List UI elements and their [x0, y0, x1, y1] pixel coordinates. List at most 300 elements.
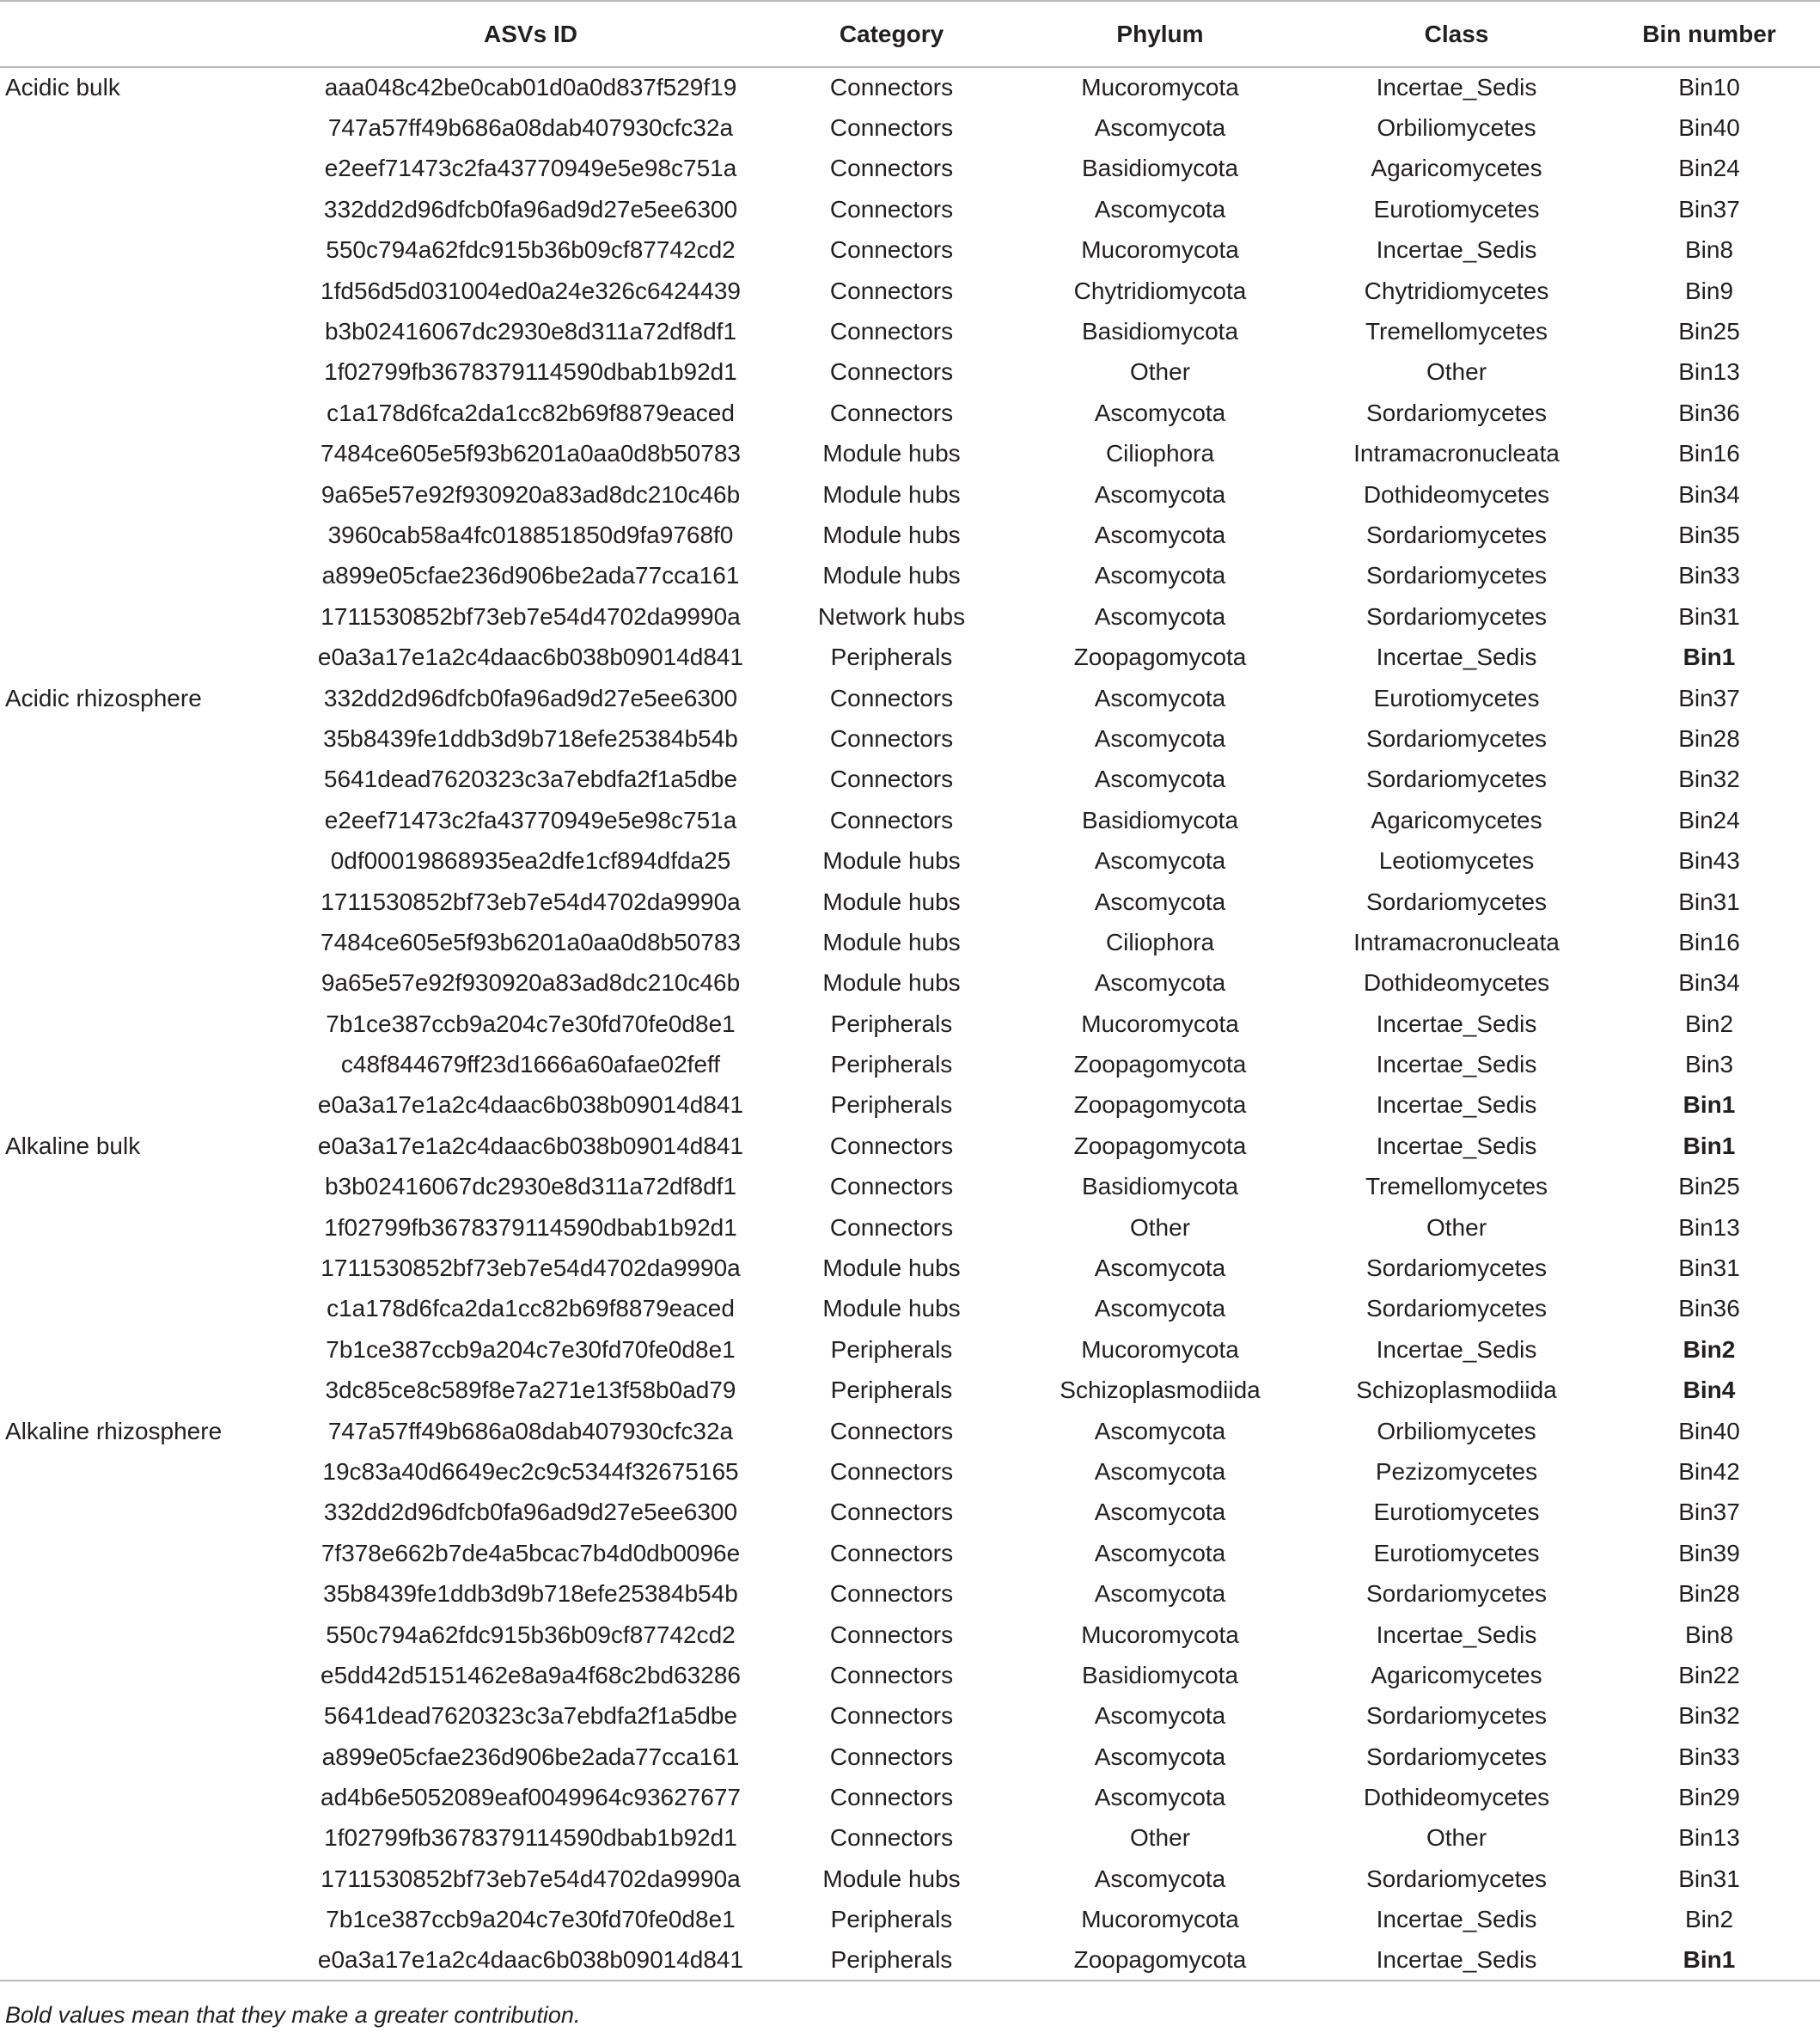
table-row — [0, 1044, 1820, 1084]
cell-bin-number: Bin13 — [1678, 358, 1740, 386]
cell-phylum: Chytridiomycota — [1073, 277, 1247, 304]
cell-category: Module hubs — [822, 480, 961, 508]
table-row — [0, 1818, 1820, 1859]
cell-bin-number: Bin39 — [1678, 1539, 1740, 1566]
cell-category: Network hubs — [817, 602, 966, 630]
cell-category: Connectors — [829, 1621, 954, 1648]
cell-group — [0, 1737, 284, 1777]
cell-phylum: Mucoromycota — [1081, 1010, 1239, 1037]
cell-asv-id: 5641dead7620323c3a7ebdfa2f1a5dbe — [323, 766, 738, 793]
table-row — [0, 882, 1820, 922]
cell-category: Connectors — [829, 236, 954, 264]
cell-category: Peripherals — [830, 1091, 953, 1119]
cell-asv-id: 35b8439fe1ddb3d9b718efe25384b54b — [323, 1580, 738, 1608]
cell-asv-id: 9a65e57e92f930920a83ad8dc210c46b — [321, 969, 741, 997]
table-row — [0, 149, 1820, 189]
cell-class: Incertae_Sedis — [1376, 1132, 1537, 1159]
cell-bin-number: Bin16 — [1678, 440, 1740, 467]
cell-group — [0, 149, 284, 189]
cell-group — [0, 107, 284, 148]
cell-class: Sordariomycetes — [1365, 1580, 1548, 1608]
cell-class: Sordariomycetes — [1365, 562, 1548, 589]
cell-category: Connectors — [829, 318, 954, 345]
cell-phylum: Zoopagomycota — [1073, 1051, 1247, 1078]
cell-class: Other — [1426, 1824, 1487, 1852]
cell-phylum: Ascomycota — [1094, 1499, 1226, 1526]
cell-bin-number: Bin37 — [1678, 195, 1740, 223]
table-row — [0, 556, 1820, 596]
table-row — [0, 1859, 1820, 1899]
table-row — [0, 840, 1820, 881]
cell-class: Eurotiomycetes — [1373, 1539, 1540, 1566]
cell-class: Sordariomycetes — [1365, 724, 1548, 752]
cell-asv-id: 1fd56d5d031004ed0a24e326c6424439 — [321, 277, 741, 304]
cell-phylum: Ascomycota — [1094, 1743, 1226, 1770]
cell-asv-id: 747a57ff49b686a08dab407930cfc32a — [327, 114, 734, 142]
cell-group — [0, 1371, 284, 1411]
cell-class: Agaricomycetes — [1371, 806, 1542, 833]
cell-asv-id: 747a57ff49b686a08dab407930cfc32a — [327, 1417, 734, 1444]
cell-asv-id: c1a178d6fca2da1cc82b69f8879eaced — [327, 399, 735, 426]
cell-category: Peripherals — [830, 1010, 953, 1037]
cell-phylum: Ascomycota — [1094, 969, 1226, 997]
header-asvs-id: ASVs ID — [284, 1, 778, 67]
table-row — [0, 922, 1820, 962]
cell-asv-id: 19c83a40d6649ec2c9c5344f32675165 — [322, 1457, 739, 1485]
cell-phylum: Ciliophora — [1105, 928, 1215, 955]
cell-phylum: Other — [1129, 1824, 1191, 1852]
cell-phylum: Ascomycota — [1094, 1702, 1226, 1730]
table-row — [0, 637, 1820, 677]
cell-bin-number: Bin37 — [1678, 684, 1740, 711]
cell-bin-number: Bin33 — [1678, 1743, 1740, 1770]
cell-bin-number: Bin33 — [1678, 562, 1740, 589]
cell-phylum: Ascomycota — [1094, 847, 1226, 875]
cell-category: Module hubs — [822, 521, 961, 548]
cell-phylum: Basidiomycota — [1081, 1173, 1239, 1200]
table-row — [0, 1371, 1820, 1411]
cell-phylum: Zoopagomycota — [1073, 1091, 1247, 1119]
cell-phylum: Basidiomycota — [1081, 806, 1239, 833]
cell-asv-id: 5641dead7620323c3a7ebdfa2f1a5dbe — [323, 1702, 738, 1730]
cell-phylum: Basidiomycota — [1081, 318, 1239, 345]
cell-class: Pezizomycetes — [1375, 1457, 1538, 1485]
cell-group — [0, 311, 284, 351]
cell-asv-id: c1a178d6fca2da1cc82b69f8879eaced — [327, 1295, 735, 1322]
cell-category: Connectors — [829, 1457, 954, 1485]
cell-asv-id: 7b1ce387ccb9a204c7e30fd70fe0d8e1 — [326, 1335, 736, 1363]
cell-phylum: Ascomycota — [1094, 888, 1226, 915]
table-row — [0, 311, 1820, 351]
cell-category: Connectors — [829, 1580, 954, 1608]
cell-class: Sordariomycetes — [1365, 1865, 1548, 1892]
cell-phylum: Ascomycota — [1094, 766, 1226, 793]
cell-class: Incertae_Sedis — [1376, 1010, 1537, 1037]
cell-group — [0, 718, 284, 759]
cell-phylum: Ascomycota — [1094, 399, 1226, 426]
header-row — [0, 1, 1820, 67]
cell-category: Module hubs — [822, 847, 961, 875]
cell-phylum: Ascomycota — [1094, 480, 1226, 508]
cell-class: Eurotiomycetes — [1373, 1499, 1540, 1526]
cell-phylum: Ascomycota — [1094, 684, 1226, 711]
table-row — [0, 271, 1820, 311]
cell-category: Module hubs — [822, 440, 961, 467]
cell-group — [0, 1900, 284, 1940]
table-row — [0, 1493, 1820, 1533]
cell-asv-id: e0a3a17e1a2c4daac6b038b09014d841 — [317, 1132, 744, 1159]
cell-bin-number: Bin43 — [1678, 847, 1740, 875]
cell-bin-number: Bin1 — [1683, 1091, 1736, 1119]
cell-asv-id: 550c794a62fdc915b36b09cf87742cd2 — [326, 1621, 736, 1648]
cell-class: Incertae_Sedis — [1376, 1091, 1537, 1119]
cell-group — [0, 1167, 284, 1207]
cell-category: Module hubs — [822, 1865, 961, 1892]
cell-group — [0, 1859, 284, 1899]
cell-category: Connectors — [829, 195, 954, 223]
cell-phylum: Mucoromycota — [1081, 1335, 1239, 1363]
table-row — [0, 1329, 1820, 1370]
cell-category: Peripherals — [830, 1906, 953, 1933]
cell-phylum: Other — [1129, 1213, 1191, 1241]
table-row — [0, 1167, 1820, 1207]
table-row — [0, 393, 1820, 433]
cell-group — [0, 1248, 284, 1288]
cell-asv-id: 1711530852bf73eb7e54d4702da9990a — [321, 888, 741, 915]
cell-bin-number: Bin32 — [1678, 1702, 1740, 1730]
cell-category: Connectors — [829, 1784, 954, 1811]
cell-phylum: Ascomycota — [1094, 562, 1226, 589]
cell-asv-id: e0a3a17e1a2c4daac6b038b09014d841 — [317, 644, 744, 671]
cell-category: Module hubs — [822, 1295, 961, 1322]
cell-group — [0, 1777, 284, 1817]
cell-phylum: Ascomycota — [1094, 1784, 1226, 1811]
cell-category: Connectors — [829, 724, 954, 752]
cell-group — [0, 189, 284, 229]
cell-bin-number: Bin8 — [1684, 236, 1734, 264]
cell-bin-number: Bin28 — [1678, 1580, 1740, 1608]
cell-bin-number: Bin29 — [1678, 1784, 1740, 1811]
cell-asv-id: 332dd2d96dfcb0fa96ad9d27e5ee6300 — [323, 684, 738, 711]
cell-phylum: Mucoromycota — [1081, 236, 1239, 264]
table-body — [0, 67, 1820, 1981]
cell-asv-id: 1711530852bf73eb7e54d4702da9990a — [321, 602, 741, 630]
cell-class: Incertae_Sedis — [1376, 1621, 1537, 1648]
cell-class: Sordariomycetes — [1365, 1295, 1548, 1322]
cell-bin-number: Bin2 — [1683, 1335, 1736, 1363]
table-row — [0, 189, 1820, 229]
cell-bin-number: Bin32 — [1678, 766, 1740, 793]
cell-group — [0, 882, 284, 922]
cell-bin-number: Bin22 — [1678, 1661, 1740, 1688]
cell-asv-id: e2eef71473c2fa43770949e5e98c751a — [324, 806, 737, 833]
cell-group: Acidic bulk — [5, 74, 120, 101]
cell-bin-number: Bin42 — [1678, 1457, 1740, 1485]
cell-class: Intramacronucleata — [1353, 928, 1560, 955]
cell-class: Sordariomycetes — [1365, 888, 1548, 915]
cell-class: Incertae_Sedis — [1376, 1335, 1537, 1363]
cell-category: Peripherals — [830, 1051, 953, 1078]
cell-asv-id: e0a3a17e1a2c4daac6b038b09014d841 — [317, 1091, 744, 1119]
table-row — [0, 678, 1820, 718]
cell-class: Incertae_Sedis — [1315, 1940, 1598, 1981]
cell-bin-number: Bin8 — [1684, 1621, 1734, 1648]
cell-category: Module hubs — [822, 888, 961, 915]
table-row — [0, 1085, 1820, 1126]
cell-bin-number: Bin35 — [1678, 521, 1740, 548]
cell-bin-number: Bin2 — [1684, 1010, 1734, 1037]
cell-category: Peripherals — [830, 1335, 953, 1363]
cell-phylum: Schizoplasmodiida — [1060, 1377, 1261, 1404]
cell-class: Orbiliomycetes — [1377, 1417, 1536, 1444]
cell-class: Sordariomycetes — [1365, 1743, 1548, 1770]
cell-class: Incertae_Sedis — [1376, 1051, 1537, 1078]
cell-bin-number: Bin4 — [1683, 1377, 1736, 1404]
table-row — [0, 67, 1820, 107]
cell-bin-number: Bin31 — [1678, 602, 1740, 630]
cell-class: Sordariomycetes — [1365, 521, 1548, 548]
cell-bin-number: Bin1 — [1683, 1132, 1736, 1159]
cell-category: Connectors — [829, 1824, 954, 1852]
cell-asv-id: 7484ce605e5f93b6201a0aa0d8b50783 — [321, 440, 741, 467]
cell-bin-number: Bin40 — [1678, 114, 1740, 142]
cell-group — [0, 434, 284, 474]
table-row — [0, 1126, 1820, 1166]
table-row — [0, 434, 1820, 474]
cell-bin-number: Bin24 — [1678, 155, 1740, 182]
cell-asv-id: ad4b6e5052089eaf0049964c93627677 — [321, 1784, 741, 1811]
cell-phylum: Ascomycota — [1094, 1539, 1226, 1566]
cell-asv-id: e2eef71473c2fa43770949e5e98c751a — [324, 155, 737, 182]
cell-bin-number: Bin25 — [1678, 318, 1740, 345]
cell-phylum: Zoopagomycota — [1005, 1940, 1315, 1981]
cell-phylum: Mucoromycota — [1081, 1621, 1239, 1648]
cell-class: Dothideomycetes — [1363, 969, 1550, 997]
cell-category: Connectors — [829, 684, 954, 711]
cell-phylum: Ciliophora — [1105, 440, 1215, 467]
cell-class: Sordariomycetes — [1365, 399, 1548, 426]
cell-bin-number: Bin9 — [1684, 277, 1734, 304]
cell-category: Connectors — [829, 1213, 954, 1241]
table-row — [0, 963, 1820, 1004]
cell-class: Tremellomycetes — [1365, 318, 1548, 345]
cell-group — [0, 1573, 284, 1614]
cell-class: Dothideomycetes — [1363, 480, 1550, 508]
cell-bin-number: Bin10 — [1678, 74, 1740, 101]
cell-phylum: Ascomycota — [1094, 195, 1226, 223]
cell-bin-number: Bin24 — [1678, 806, 1740, 833]
table-row — [0, 1573, 1820, 1614]
cell-asv-id: b3b02416067dc2930e8d311a72df8df1 — [324, 318, 737, 345]
cell-phylum: Ascomycota — [1094, 602, 1226, 630]
cell-category: Module hubs — [822, 562, 961, 589]
table-row — [0, 718, 1820, 759]
cell-asv-id: 1711530852bf73eb7e54d4702da9990a — [321, 1255, 741, 1282]
cell-class: Incertae_Sedis — [1376, 644, 1537, 671]
cell-asv-id: 7b1ce387ccb9a204c7e30fd70fe0d8e1 — [326, 1010, 736, 1037]
cell-group — [0, 840, 284, 881]
cell-asv-id: 7b1ce387ccb9a204c7e30fd70fe0d8e1 — [326, 1906, 736, 1933]
cell-asv-id: a899e05cfae236d906be2ada77cca161 — [321, 562, 740, 589]
table-row — [0, 1289, 1820, 1329]
cell-phylum: Basidiomycota — [1081, 1661, 1239, 1688]
cell-bin-number: Bin13 — [1678, 1213, 1740, 1241]
cell-asv-id: 7f378e662b7de4a5bcac7b4d0db0096e — [321, 1539, 741, 1566]
header-phylum: Phylum — [1005, 1, 1315, 67]
cell-asv-id: 1f02799fb3678379114590dbab1b92d1 — [324, 1824, 737, 1852]
cell-class: Sordariomycetes — [1365, 1255, 1548, 1282]
cell-group: Alkaline bulk — [5, 1132, 141, 1159]
cell-asv-id: 332dd2d96dfcb0fa96ad9d27e5ee6300 — [323, 1499, 738, 1526]
cell-group — [0, 922, 284, 962]
cell-group — [0, 1655, 284, 1695]
cell-category: Connectors — [829, 1417, 954, 1444]
table-row — [0, 1004, 1820, 1044]
cell-asv-id: 3960cab58a4fc018851850d9fa9768f0 — [327, 521, 734, 548]
cell-phylum: Ascomycota — [1094, 724, 1226, 752]
header-bin-number: Bin number — [1598, 1, 1820, 67]
cell-phylum: Ascomycota — [1094, 1457, 1226, 1485]
cell-bin-number: Bin31 — [1678, 1865, 1740, 1892]
cell-bin-number: Bin36 — [1678, 399, 1740, 426]
table-row — [0, 352, 1820, 393]
cell-bin-number: Bin31 — [1678, 888, 1740, 915]
cell-class: Incertae_Sedis — [1376, 74, 1537, 101]
table-row — [0, 1248, 1820, 1288]
cell-group — [0, 596, 284, 637]
cell-phylum: Basidiomycota — [1081, 155, 1239, 182]
cell-group — [0, 1289, 284, 1329]
table-row — [0, 1777, 1820, 1817]
table-row — [0, 596, 1820, 637]
cell-phylum: Ascomycota — [1094, 114, 1226, 142]
table-header — [0, 1, 1820, 67]
cell-group — [0, 1207, 284, 1248]
cell-group — [0, 1493, 284, 1533]
cell-class: Tremellomycetes — [1365, 1173, 1548, 1200]
cell-phylum: Other — [1129, 358, 1191, 386]
cell-group: Alkaline rhizosphere — [5, 1417, 223, 1444]
cell-phylum: Ascomycota — [1094, 1417, 1226, 1444]
cell-phylum: Zoopagomycota — [1073, 644, 1247, 671]
table-row — [0, 1940, 1820, 1981]
cell-class: Leotiomycetes — [1378, 847, 1535, 875]
cell-bin-number: Bin1 — [1683, 644, 1736, 671]
cell-bin-number: Bin34 — [1678, 480, 1740, 508]
table-row — [0, 760, 1820, 800]
cell-asv-id: b3b02416067dc2930e8d311a72df8df1 — [324, 1173, 737, 1200]
cell-bin-number: Bin37 — [1678, 1499, 1740, 1526]
cell-phylum: Ascomycota — [1094, 1295, 1226, 1322]
cell-bin-number: Bin1 — [1598, 1940, 1820, 1981]
cell-group — [0, 963, 284, 1004]
cell-group — [0, 637, 284, 677]
table-row — [0, 1900, 1820, 1940]
cell-bin-number: Bin36 — [1678, 1295, 1740, 1322]
cell-category: Module hubs — [822, 1255, 961, 1282]
table-footnote: Bold values mean that they make a greater contribution. — [5, 2002, 581, 2028]
cell-group — [0, 1615, 284, 1655]
cell-group — [0, 271, 284, 311]
cell-category: Connectors — [829, 74, 954, 101]
cell-asv-id: e5dd42d5151462e8a9a4f68c2bd63286 — [321, 1661, 741, 1688]
cell-class: Intramacronucleata — [1353, 440, 1560, 467]
cell-group — [0, 1451, 284, 1492]
cell-bin-number: Bin2 — [1684, 1906, 1734, 1933]
cell-asv-id: 1711530852bf73eb7e54d4702da9990a — [321, 1865, 741, 1892]
cell-group — [0, 1004, 284, 1044]
table-row — [0, 515, 1820, 555]
cell-bin-number: Bin13 — [1678, 1824, 1740, 1852]
cell-category: Connectors — [829, 399, 954, 426]
table-row — [0, 1411, 1820, 1451]
cell-phylum: Ascomycota — [1094, 1580, 1226, 1608]
cell-group — [0, 760, 284, 800]
cell-group — [0, 230, 284, 271]
cell-class: Orbiliomycetes — [1377, 114, 1536, 142]
table-row — [0, 230, 1820, 271]
cell-phylum: Ascomycota — [1094, 1865, 1226, 1892]
cell-category: Connectors — [829, 1702, 954, 1730]
cell-class: Incertae_Sedis — [1376, 236, 1537, 264]
table-row — [0, 800, 1820, 840]
cell-group — [0, 1940, 284, 1981]
cell-class: Chytridiomycetes — [1364, 277, 1549, 304]
cell-bin-number: Bin3 — [1684, 1051, 1734, 1078]
cell-phylum: Mucoromycota — [1081, 74, 1239, 101]
cell-asv-id: 1f02799fb3678379114590dbab1b92d1 — [324, 1213, 737, 1241]
cell-category: Connectors — [829, 277, 954, 304]
cell-class: Schizoplasmodiida — [1356, 1377, 1557, 1404]
table-row — [0, 1533, 1820, 1573]
header-class: Class — [1315, 1, 1598, 67]
cell-group — [0, 800, 284, 840]
cell-bin-number: Bin31 — [1678, 1255, 1740, 1282]
cell-group — [0, 556, 284, 596]
cell-asv-id: 7484ce605e5f93b6201a0aa0d8b50783 — [321, 928, 741, 955]
table-row — [0, 1451, 1820, 1492]
cell-asv-id: 332dd2d96dfcb0fa96ad9d27e5ee6300 — [323, 195, 738, 223]
table-row — [0, 1207, 1820, 1248]
cell-asv-id: 1f02799fb3678379114590dbab1b92d1 — [324, 358, 737, 386]
table-row — [0, 107, 1820, 148]
table-row — [0, 1737, 1820, 1777]
cell-phylum: Mucoromycota — [1081, 1906, 1239, 1933]
cell-category: Connectors — [829, 1743, 954, 1770]
cell-category: Peripherals — [830, 1377, 953, 1404]
cell-phylum: Zoopagomycota — [1073, 1132, 1247, 1159]
cell-asv-id: a899e05cfae236d906be2ada77cca161 — [321, 1743, 740, 1770]
table-row — [0, 1615, 1820, 1655]
cell-asv-id: 0df00019868935ea2dfe1cf894dfda25 — [330, 847, 731, 875]
cell-asv-id: 3dc85ce8c589f8e7a271e13f58b0ad79 — [325, 1377, 736, 1404]
cell-class: Incertae_Sedis — [1376, 1906, 1537, 1933]
cell-group — [0, 474, 284, 515]
cell-category: Peripherals — [778, 1940, 1005, 1981]
cell-phylum: Ascomycota — [1094, 1255, 1226, 1282]
cell-bin-number: Bin28 — [1678, 724, 1740, 752]
cell-bin-number: Bin25 — [1678, 1173, 1740, 1200]
cell-group — [0, 1085, 284, 1126]
cell-category: Connectors — [829, 358, 954, 386]
cell-category: Connectors — [829, 806, 954, 833]
cell-bin-number: Bin40 — [1678, 1417, 1740, 1444]
cell-category: Connectors — [829, 1539, 954, 1566]
cell-group — [0, 1533, 284, 1573]
cell-bin-number: Bin34 — [1678, 969, 1740, 997]
cell-group — [0, 1329, 284, 1370]
cell-class: Sordariomycetes — [1365, 1702, 1548, 1730]
